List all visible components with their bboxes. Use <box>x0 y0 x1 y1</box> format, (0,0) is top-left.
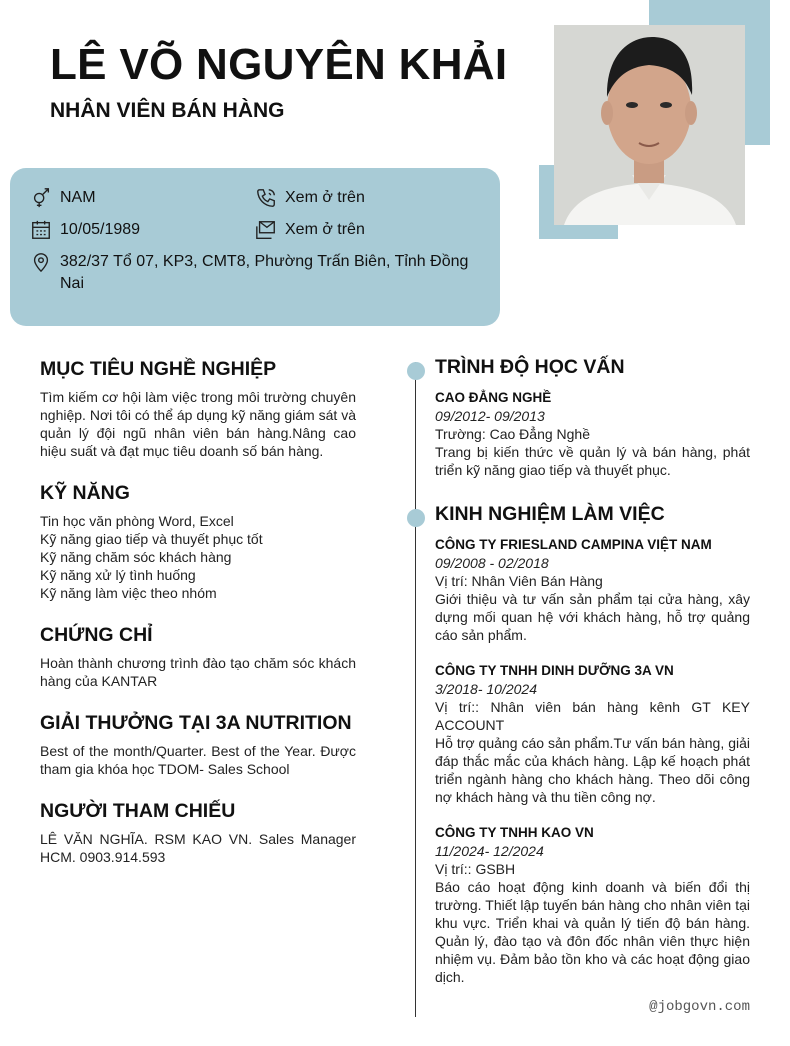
gender-value: NAM <box>60 189 96 206</box>
skill-item: Kỹ năng xử lý tình huống <box>40 567 196 583</box>
experience-entry <box>435 824 750 986</box>
references-section <box>40 800 356 866</box>
profile-photo <box>554 25 745 225</box>
experience-entry-date: 09/2008 - 02/2018 <box>435 555 549 571</box>
skill-item: Kỹ năng làm việc theo nhóm <box>40 585 217 601</box>
experience-entry-title: CÔNG TY TNHH KAO VN <box>435 825 594 840</box>
objective-section <box>40 358 356 460</box>
awards-text: Best of the month/Quarter. Best of the Year. Được tham gia khóa học TDOM- Sales School <box>40 743 356 777</box>
experience-entry <box>435 662 750 806</box>
calendar-icon <box>30 219 52 241</box>
skill-item: Kỹ năng chăm sóc khách hàng <box>40 549 232 565</box>
certificates-section <box>40 624 356 690</box>
birthday-value: 10/05/1989 <box>60 221 141 238</box>
education-section <box>435 356 750 479</box>
job-position: NHÂN VIÊN BÁN HÀNG <box>50 99 285 122</box>
info-address <box>30 251 470 295</box>
experience-entry-line: Giới thiệu và tư vấn sản phẩm tại cửa hàng, xây dựng mối quan hệ với khách hàng, hỗ trợ quảng cáo sản phẩm. <box>435 591 750 643</box>
experience-timeline-dot <box>407 509 425 527</box>
education-entry-title: CAO ĐẲNG NGHỀ <box>435 390 552 405</box>
skill-item: Tin học văn phòng Word, Excel <box>40 513 234 529</box>
info-birthday <box>30 219 140 241</box>
experience-title: KINH NGHIỆM LÀM VIỆC <box>435 503 665 525</box>
phone-icon <box>255 187 277 209</box>
skills-title: KỸ NĂNG <box>40 482 130 504</box>
location-icon <box>30 251 52 273</box>
experience-entry <box>435 536 750 644</box>
experience-entry-line: Hỗ trợ quảng cáo sản phẩm.Tư vấn bán hàng, giải đáp thắc mắc của khách hàng. Lập kế hoạch phát triển ngành hàng cho khách hàng. Theo dõi công nợ khách hàng và thu tiền công nợ. <box>435 735 750 805</box>
education-entry-line: Trang bị kiến thức về quản lý và bán hàng, phát triển kỹ năng giao tiếp và thuyết phục. <box>435 444 750 478</box>
info-email <box>255 219 365 241</box>
education-timeline-dot <box>407 362 425 380</box>
references-text: LÊ VĂN NGHĨA. RSM KAO VN. Sales Manager HCM. 0903.914.593 <box>40 831 356 865</box>
timeline-line <box>415 362 416 1017</box>
experience-entry-title: CÔNG TY FRIESLAND CAMPINA VIỆT NAM <box>435 537 712 552</box>
education-entry-line: Trường: Cao Đẳng Nghề <box>435 426 590 442</box>
education-entry-date: 09/2012- 09/2013 <box>435 408 545 424</box>
objective-title: MỤC TIÊU NGHỀ NGHIỆP <box>40 358 277 380</box>
education-entry <box>435 389 750 479</box>
objective-text: Tìm kiếm cơ hội làm việc trong môi trường chuyên nghiệp. Nơi tôi có thể áp dụng kỹ năng giám sát và quản lý đội ngũ nhân viên bán hàng.Nâng cao hiệu suất và đạt mục tiêu doanh số bán hàng. <box>40 389 356 459</box>
certificates-text: Hoàn thành chương trình đào tạo chăm sóc khách hàng của KANTAR <box>40 655 356 689</box>
skills-section <box>40 482 356 602</box>
awards-title: GIẢI THƯỞNG TẠI 3A NUTRITION <box>40 712 352 734</box>
experience-entry-line: Vị trí:: GSBH <box>435 861 516 877</box>
address-value: 382/37 Tổ 07, KP3, CMT8, Phường Trấn Biên, Tỉnh Đồng Nai <box>60 253 469 292</box>
info-phone <box>255 187 365 209</box>
education-title: TRÌNH ĐỘ HỌC VẤN <box>435 356 625 378</box>
experience-entry-date: 11/2024- 12/2024 <box>435 843 544 859</box>
certificates-title: CHỨNG CHỈ <box>40 624 153 646</box>
experience-entry-line: Vị trí:: Nhân viên bán hàng kênh GT KEY ACCOUNT <box>435 699 750 733</box>
experience-entry-line: Báo cáo hoạt động kinh doanh và biến đổi thị trường. Thiết lập tuyến bán hàng cho nhân viên tại khu vực. Triển khai và quản lý tiến độ bán hàng. Quản lý, đào tạo và đôn đốc nhân viên thực hiện nhiệm vụ. Đảm bảo tồn kho và các hoạt động giao dịch. <box>435 879 750 985</box>
experience-entry-title: CÔNG TY TNHH DINH DƯỠNG 3A VN <box>435 663 674 678</box>
info-gender <box>30 187 96 209</box>
experience-entry-line: Vị trí: Nhân Viên Bán Hàng <box>435 573 603 589</box>
left-column <box>40 358 356 888</box>
watermark: @jobgovn.com <box>649 999 750 1015</box>
email-icon <box>255 219 277 241</box>
experience-entry-date: 3/2018- 10/2024 <box>435 681 537 697</box>
email-value: Xem ở trên <box>285 221 365 238</box>
references-title: NGƯỜI THAM CHIẾU <box>40 800 236 822</box>
experience-section <box>435 503 750 986</box>
candidate-name: LÊ VÕ NGUYÊN KHẢI <box>50 40 508 89</box>
awards-section <box>40 712 356 778</box>
gender-icon <box>30 187 52 209</box>
skill-item: Kỹ năng giao tiếp và thuyết phục tốt <box>40 531 263 547</box>
phone-value: Xem ở trên <box>285 189 365 206</box>
